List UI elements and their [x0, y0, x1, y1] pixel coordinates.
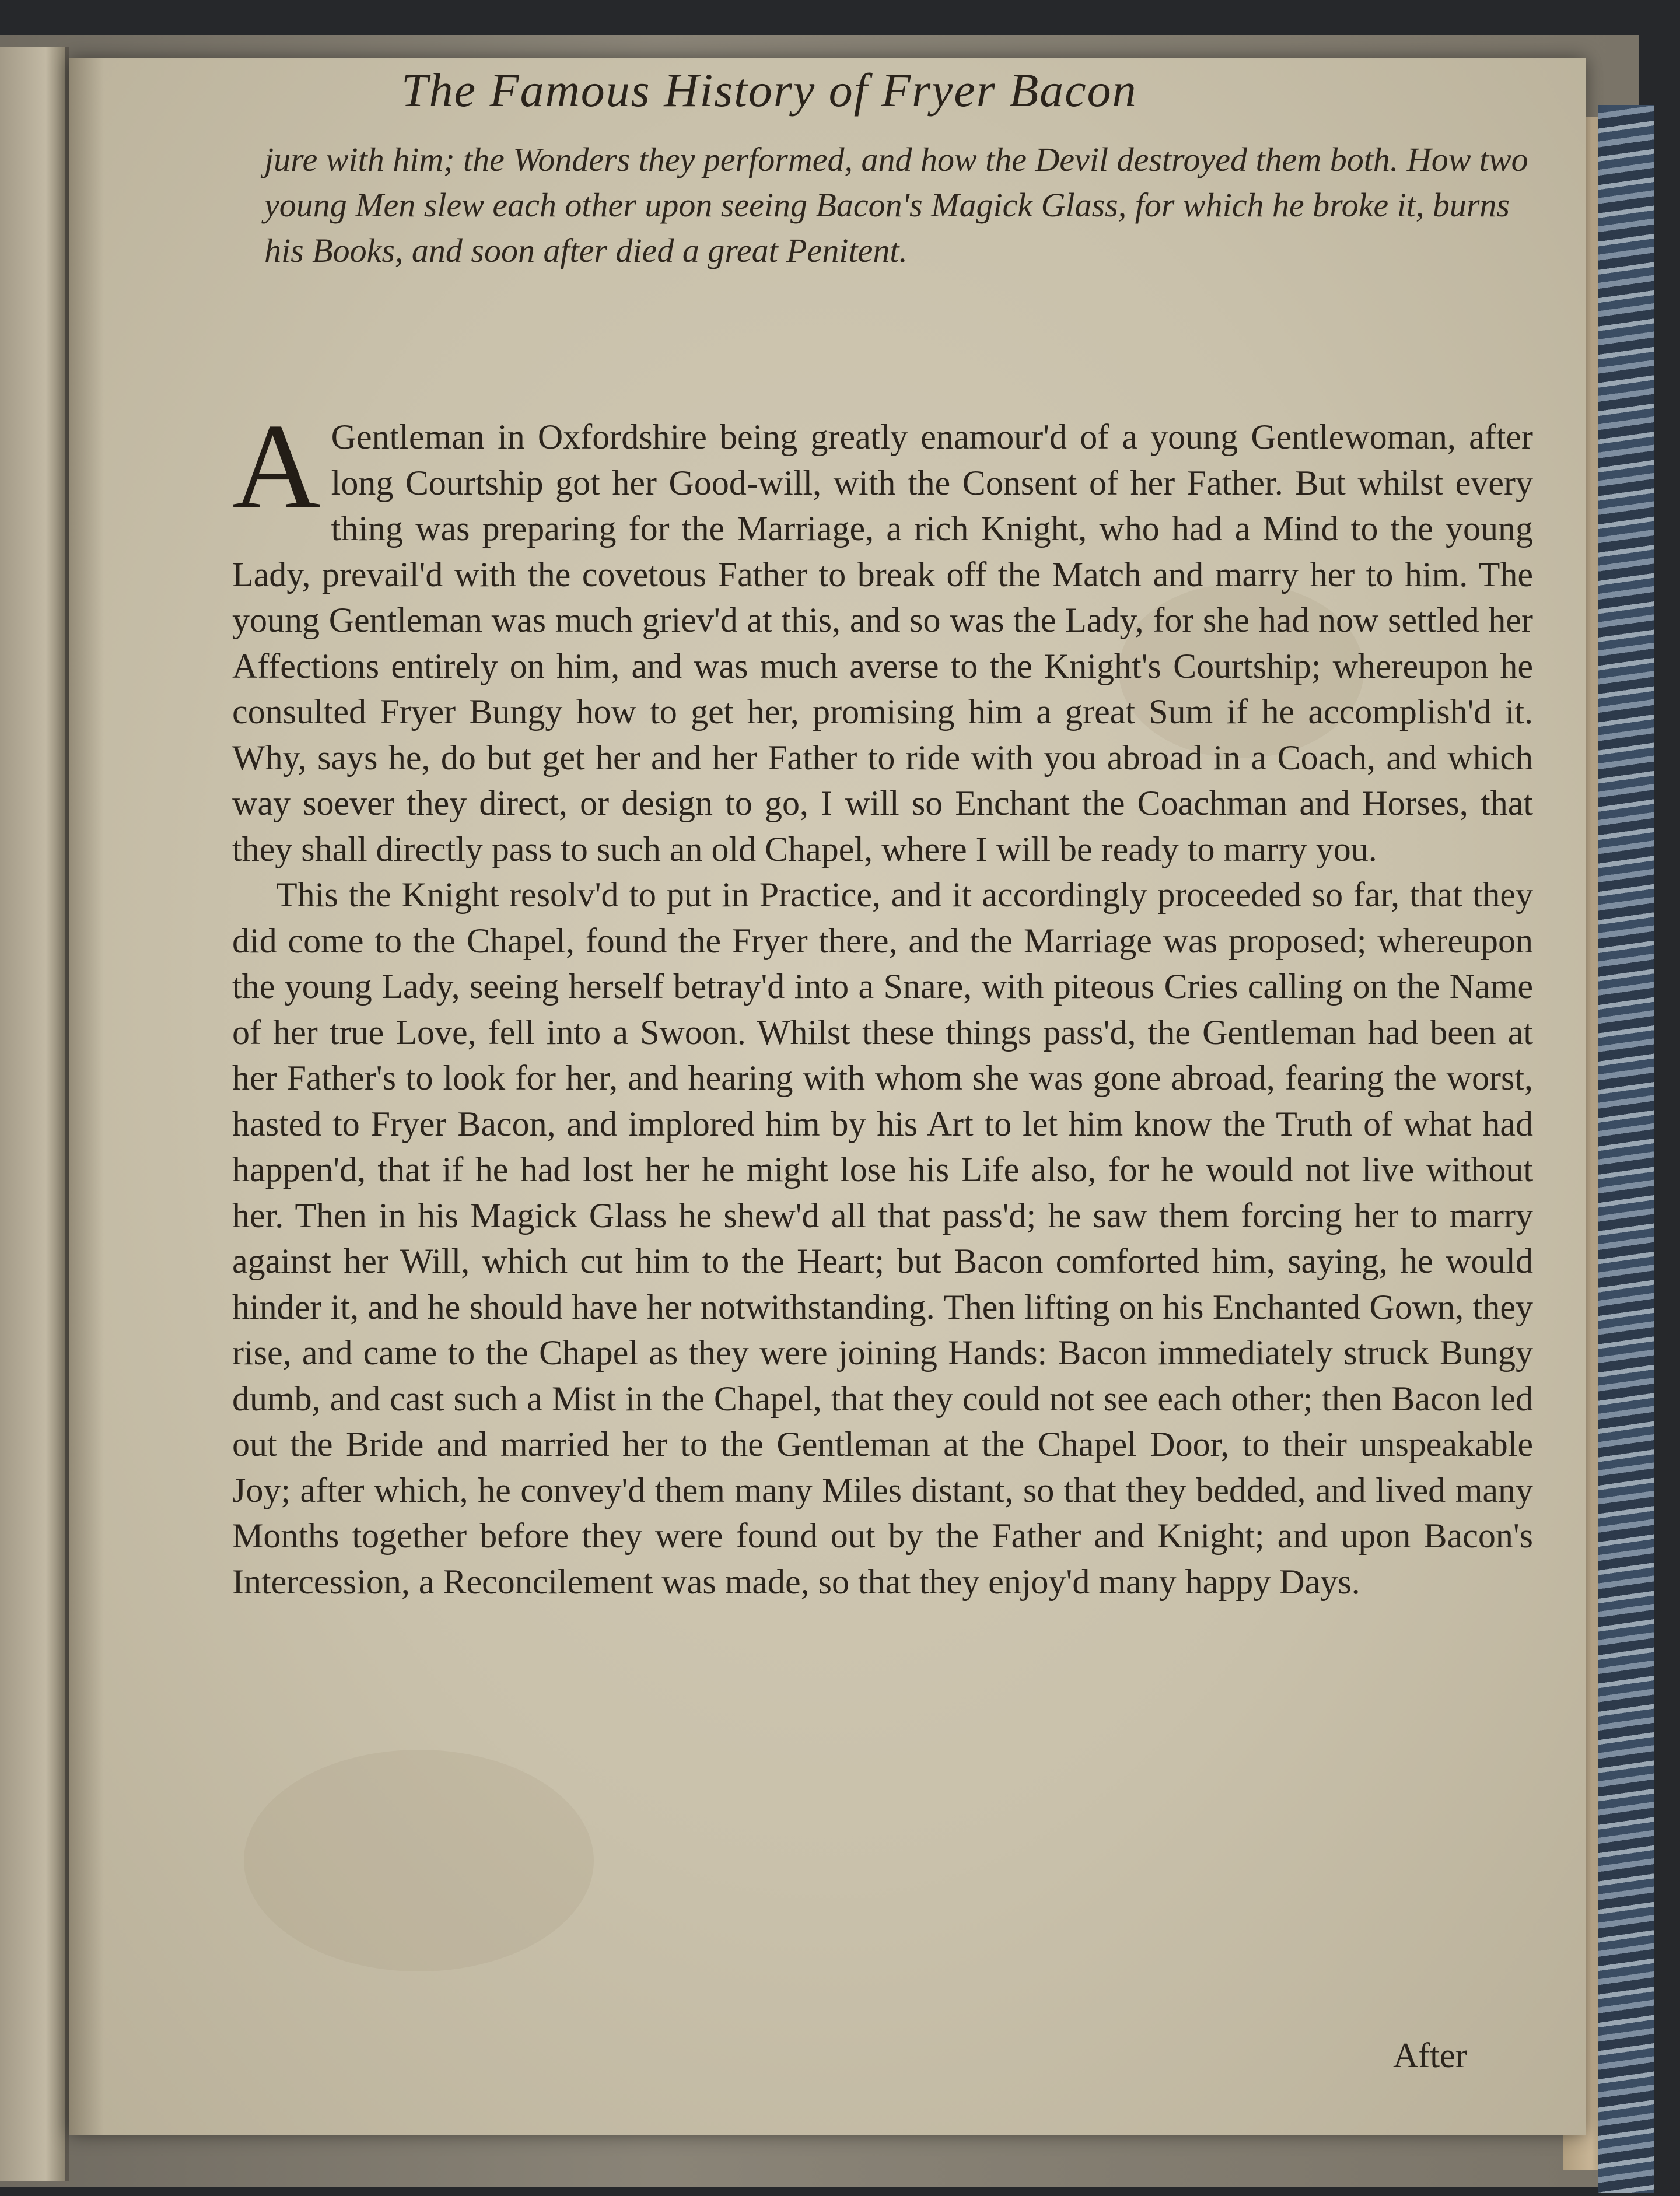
book-page: [69, 58, 1586, 2135]
paragraph-1: [232, 399, 1533, 872]
previous-leaf-edge: [0, 47, 69, 2181]
paragraph-1-text: Gentleman in Oxfordshire being greatly enamour'd of a young Gentlewoman, after long Courtship got her Good-will, with the Consent of her Father. But whilst every thing was preparing for the Marriage, a rich Knight, who had a Mind to the young Lady, prevail'd with the covetous Father to break off the Match and marry her to him. The young Gentleman was much griev'd at this, and so was the Lady, for she had now settled her Affections entirely on him, and was much averse to the Knight's Courtship; whereupon he consulted Fryer Bungy how to get her, promising him a great Sum if he accomplish'd it. Why, says he, do but get her and her Father to ride with you abroad in a Coach, and which way soever they direct, or design to go, I will so Enchant the Coachman and Horses, that they shall directly pass to such an old Chapel, where I will be ready to marry you.: [232, 418, 1533, 868]
paper-stain: [244, 1750, 594, 1971]
marbled-endpaper-edge: [1598, 105, 1654, 2193]
chapter-summary: jure with him; the Wonders they performed, and how the Devil destroyed them both. How two young Men slew each other upon seeing Bacon's Magick Glass, for which he broke it, burns his Books, and soon after died a great Penitent.: [264, 141, 1528, 269]
paragraph-2: This the Knight resolv'd to put in Practice, and it accordingly proceeded so far, that they did come to the Chapel, found the Fryer there, and the Marriage was proposed; whereupon the young Lady, seeing herself betray'd into a Snare, with piteous Cries calling on the Name of her true Love, fell into a Swoon. Whilst these things pass'd, the Gentleman had been at her Father's to look for her, and hearing with whom she was gone abroad, fearing the worst, hasted to Fryer Bacon, and implored him by his Art to let him know the Truth of what had happen'd, that if he had lost her he might lose his Life also, for he would not live without her. Then in his Magick Glass he shew'd all that pass'd; he saw them forcing her to marry against her Will, which cut him to the Heart; but Bacon comforted him, saying, he would hinder it, and he should have her notwithstanding. Then lifting on his Enchanted Gown, they rise, and came to the Chapel as they were joining Hands: Bacon immediately struck Bungy dumb, and cast such a Mist in the Chapel, that they could not see each other; then Bacon led out the Bride and married her to the Gentleman at the Chapel Door, to their unspeakable Joy; after which, he convey'd them many Miles distant, so that they bedded, and lived many Months together before they were found out by the Father and Knight; and upon Bacon's Intercession, a Reconcilement was made, so that they enjoy'd many happy Days.: [232, 875, 1533, 1601]
spine-shadow: [69, 58, 104, 2135]
body-text: [232, 399, 1533, 1605]
catchword: After: [1393, 2036, 1467, 2075]
drop-cap: A: [232, 399, 321, 534]
running-head: The Famous History of Fryer Bacon: [401, 64, 1138, 117]
